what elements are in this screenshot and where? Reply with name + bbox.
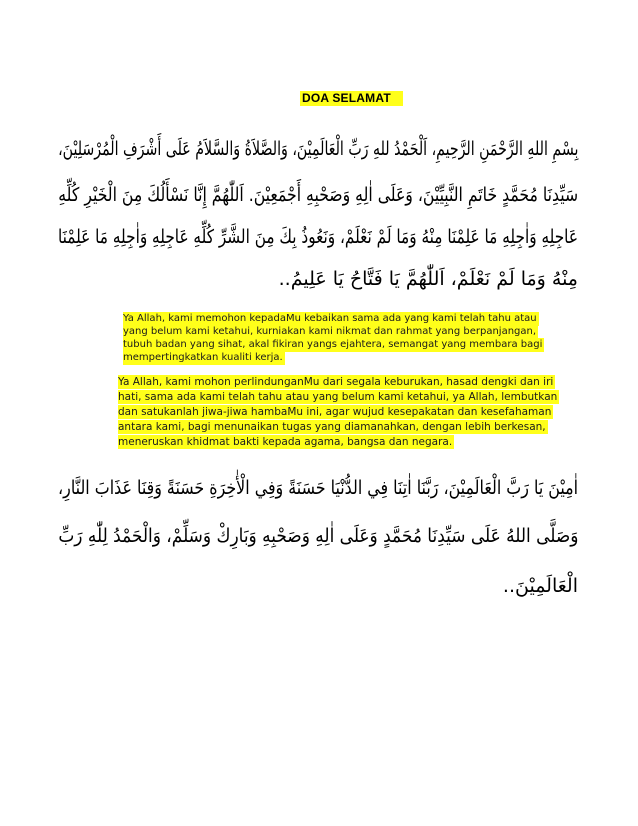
arabic-line: الْعَالَمِيْنَ.. — [502, 575, 578, 597]
arabic-line: وَصَلَّى اللهُ عَلَى سَيِّدِنَا مُحَمَّدٍ وَعَلَى اٰلِهِ وَصَحْبِهِ وَبَارِكْ وَسَلِّمْ، وَالْحَمْدُ لِلّٰهِ رَبِّ — [57, 525, 578, 547]
malay-line: mempertingkatkan kualiti kerja. — [123, 352, 283, 363]
page-title: DOA SELAMAT — [300, 91, 403, 106]
malay-line: tubuh badan yang sihat, akal fikiran yangs ejahtera, semangat yang membara bagi — [123, 339, 543, 350]
malay-line: Ya Allah, kami mohon perlindunganMu dari segala keburukan, hasad dengki dan iri — [118, 376, 554, 388]
arabic-line: مِنْهُ وَمَا لَمْ نَعْلَمْ، اَللّٰهُمَّ يَا فَتَّاحُ يَا عَلِيمُ.. — [278, 268, 578, 290]
malay-line: yang belum kami ketahui, kurniakan kami nikmat dan rahmat yang berpanjangan, — [123, 326, 537, 337]
arabic-line: سَيِّدِنَا مُحَمَّدٍ خَاتَمِ النَّبِيِّيْنَ، وَعَلَى اٰلِهِ وَصَحْبِهِ أَجْمَعِيْنَ. اَللّٰهُمَّ إِنَّا نَسْأَلُكَ مِنَ الْخَيْرِ كُلِّهِ — [58, 184, 578, 206]
malay-paragraph-1 — [123, 312, 583, 372]
arabic-line: بِسْمِ اللهِ الرَّحْمَنِ الرَّحِيمِ، اَلْحَمْدُ للهِ رَبِّ الْعَالَمِيْنَ، وَالصَّلاَةُ وَالسَّلاَمُ عَلَى أَشْرَفِ الْمُرْسَلِيْنَ، — [57, 138, 578, 160]
malay-line: antara kami, bagi menunaikan tugas yang diamanahkan, dengan lebih berkesan, — [118, 421, 546, 433]
malay-line: Ya Allah, kami memohon kepadaMu kebaikan sama ada yang kami telah tahu atau — [123, 313, 537, 324]
arabic-line: اٰمِيْنَ يَا رَبَّ الْعَالَمِيْنَ، رَبَّنَا اٰتِنَا فِي الدُّنْيَا حَسَنَةً وَفِي الْأٰخِرَةِ حَسَنَةً وَقِنَا عَذَابَ النَّارِ، — [57, 477, 578, 499]
malay-line: meneruskan khidmat bakti kepada agama, bangsa dan negara. — [118, 436, 453, 448]
arabic-line: عَاجِلِهِ وَاٰجِلِهِ مَا عَلِمْنَا مِنْهُ وَمَا لَمْ نَعْلَمْ، وَنَعُوذُ بِكَ مِنَ الشَّرِّ كُلِّهِ عَاجِلِهِ وَاٰجِلِهِ مَا عَلِمْنَا — [58, 226, 578, 248]
malay-line: dan satukanlah jiwa-jiwa hambaMu ini, agar wujud kesepakatan dan kesefahaman — [118, 406, 552, 418]
malay-paragraph-2 — [118, 375, 588, 451]
malay-line: hati, sama ada kami telah tahu atau yang belum kami ketahui, ya Allah, lembutkan — [118, 391, 558, 403]
